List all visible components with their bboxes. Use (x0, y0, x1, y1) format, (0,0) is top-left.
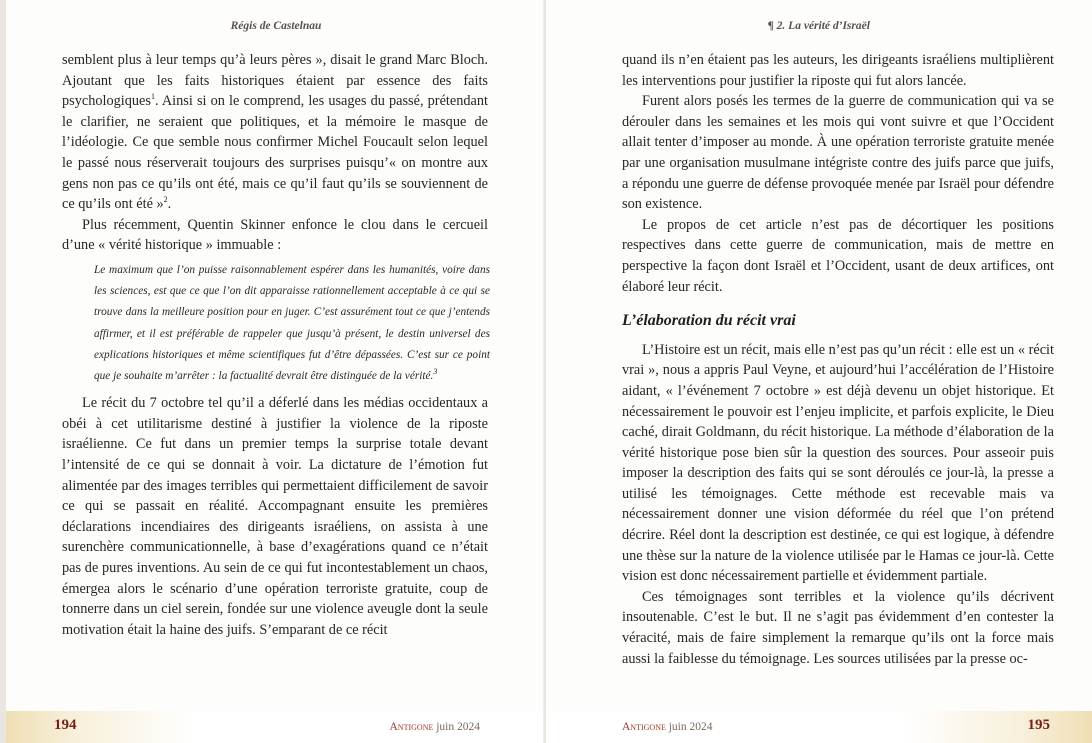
section-heading: L’élaboration du récit vrai (622, 312, 796, 330)
page-number: 195 (1027, 717, 1050, 733)
paragraph: Le propos de cet article n’est pas de décortiquer les positions respectives dans cette guerre de communication, mais de mettre en perspective la façon dont Israël et l’Occident, usant de deux artifices, ont élaboré leur récit. (622, 216, 1054, 295)
paragraph: Ces témoignages sont terribles et la violence qu’ils décrivent insoutenable. C’est le but. Il ne s’agit pas évidemment d’en contester la véracité, mais de faire simplement la remarque qu’ils ont la force mais aussi la faiblesse du témoignage. Les sources utilisées par la presse oc- (622, 588, 1054, 667)
right-body-text (622, 50, 1054, 669)
journal-date: juin 2024 (665, 721, 713, 733)
footnote-ref[interactable]: 2 (163, 195, 168, 205)
journal-name: Antigone (389, 721, 434, 733)
journal-footer (390, 721, 481, 733)
running-head-section: ¶ 2. La vérité d’Israël (768, 20, 870, 32)
paragraph: Le récit du 7 octobre tel qu’il a déferlé dans les médias occidentaux a obéi à cet utilitarisme destiné à justifier la violence de la riposte israélienne. Ce fut dans un premier temps la surprise totale devant l’intensité de ce qui se donnait à voir. La dictature de l’émotion fut alimentée par des images terribles qui permettaient difficilement de savoir ce qui se passait en réalité. Accompagnant ensuite les premières déclarations incendiaires des dirigeants israéliens, on assista à une surenchère communicationnelle, à base d’exagérations quand ce n’était pas de pures inventions. Au sein de ce qui fut incontestablement un chaos, émergea alors le scénario d’une opération terroriste gratuite, coup de tonnerre dans un ciel serein, fondée sur une violence aveugle dont la seule motivation était la haine des juifs. S’emparant de ce récit (62, 395, 488, 638)
footnote-ref[interactable]: 1 (150, 92, 155, 102)
paragraph: quand ils n’en étaient pas les auteurs, les dirigeants israéliens multiplièrent les interventions pour justifier la riposte qui fut alors lancée. (622, 52, 1054, 89)
journal-name: Antigone (622, 721, 666, 733)
paragraph: L’Histoire est un récit, mais elle n’est pas qu’un récit : elle est un « récit vrai », nous a appris Paul Veyne, et aujourd’hui l’accélération de l’Histoire aidant, « l’événement 7 octobre » est déjà devenu un objet historique. Et nécessairement le pouvoir est l’enjeu implicite, et parfois explicite, le Dieu caché, dirait Goldmann, du récit historique. La méthode d’élaboration de la vérité historique pose bien sûr la question des sources. Pour asseoir puis imposer la description des faits qui se sont déroulés ce jour-là, la presse a utilisé les témoignages. Cette méthode est recevable mais va nécessairement donner une vision déformée du réel que l’on prétend décrire. Réel dont la description est destinée, ce qui est logique, à défendre une thèse sur la nature de la violence utilisée par le Hamas ce jour-là. Cette vision est donc nécessairement partielle et évidemment partiale. (622, 341, 1054, 585)
block-quote: Le maximum que l’on puisse raisonnablement espérer dans les humanités, voire dans les sciences, est que ce que l’on dit apparaisse rationnellement acceptable à ce qui se trouve dans la meilleure position pour en juger. C’est assurément tout ce que j’entends affirmer, et il est préférable de rappeler que jusqu’à présent, le destin universel des explications historiques et même scientifiques fut d’être dépassées. C’est sur ce point que je souhaite m’arrêter : la factualité devrait être distinguée de la vérité.$^3$ (94, 263, 490, 382)
right-page (546, 0, 1092, 743)
journal-date: juin 2024 (433, 721, 480, 733)
left-body-text (62, 50, 488, 640)
paragraph: Plus récemment, Quentin Skinner enfonce le clou dans le cercueil d’une « vérité historique » immuable : (62, 216, 488, 254)
paragraph: semblent plus à leur temps qu’à leurs pères », disait le grand Marc Bloch. Ajoutant que les faits historiques étaient par essence des faits psychologiques$^1$. Ainsi si on le comprend, les usages du passé, prétendant le clarifier, ne seraient que politiques, et la mémoire le masque de l’idéologie. Ce que semble nous confirmer Michel Foucault selon lequel le passé nous réserverait toujours des surprises puisqu’« on montre aux gens non pas ce qu’ils ont été, mais ce qu’il faut qu’ils se souviennent de ce qu’ils ont été »$^2$. (62, 52, 488, 213)
footnote-ref[interactable]: 3 (433, 367, 438, 377)
running-head-author: Régis de Castelnau (230, 20, 322, 32)
journal-footer (622, 721, 713, 733)
paragraph: Furent alors posés les termes de la guerre de communication qui va se dérouler dans les semaines et les mois qui vont suivre et que l’Occident allait tenter d’imposer au monde. À une opération terroriste gratuite menée par une organisation musulmane intégriste contre des juifs parce que juifs, a répondu une guerre de défense provoquée menée par Israël pour défendre son existence. (622, 93, 1054, 213)
page-number: 194 (54, 717, 77, 733)
